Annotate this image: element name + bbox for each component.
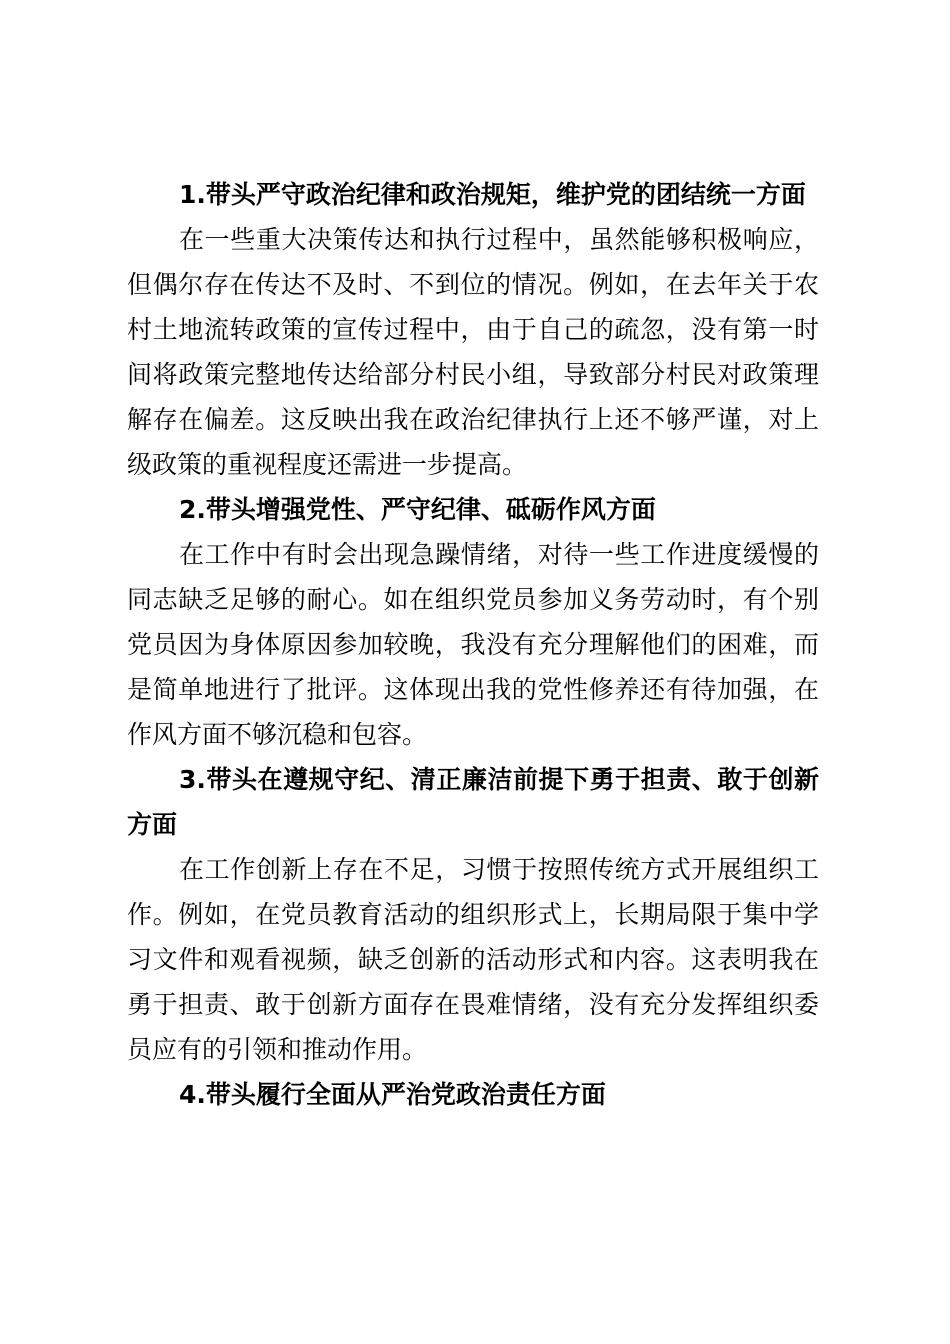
section-3-heading: 3.带头在遵规守纪、清正廉洁前提下勇于担责、敢于创新方面 [127,765,819,839]
section-2-heading: 2.带头增强党性、严守纪律、砥砺作风方面 [179,495,656,524]
section-3-body: 在工作创新上存在不足，习惯于按照传统方式开展组织工作。例如，在党员教育活动的组织形式上，长期局限于集中学习文件和观看视频，缺乏创新的活动形式和内容。这表明我在勇于担责、敢于创新方面存在畏难情绪，没有充分发挥组织委员应有的引领和推动作用。 [127,855,819,1064]
section-4-heading: 4.带头履行全面从严治党政治责任方面 [179,1080,606,1109]
section-2-body: 在工作中有时会出现急躁情绪，对待一些工作进度缓慢的同志缺乏足够的耐心。如在组织党员参加义务劳动时，有个别党员因为身体原因参加较晚，我没有充分理解他们的困难，而是简单地进行了批评。这体现出我的党性修养还有待加强，在作风方面不够沉稳和包容。 [127,540,819,749]
section-1-heading: 1.带头严守政治纪律和政治规矩，维护党的团结统一方面 [179,180,806,209]
section-1-body: 在一些重大决策传达和执行过程中，虽然能够积极响应，但偶尔存在传达不及时、不到位的情况。例如，在去年关于农村土地流转政策的宣传过程中，由于自己的疏忽，没有第一时间将政策完整地传达给部分村民小组，导致部分村民对政策理解存在偏差。这反映出我在政治纪律执行上还不够严谨，对上级政策的重视程度还需进一步提高。 [127,225,819,479]
document-page [127,172,819,1117]
